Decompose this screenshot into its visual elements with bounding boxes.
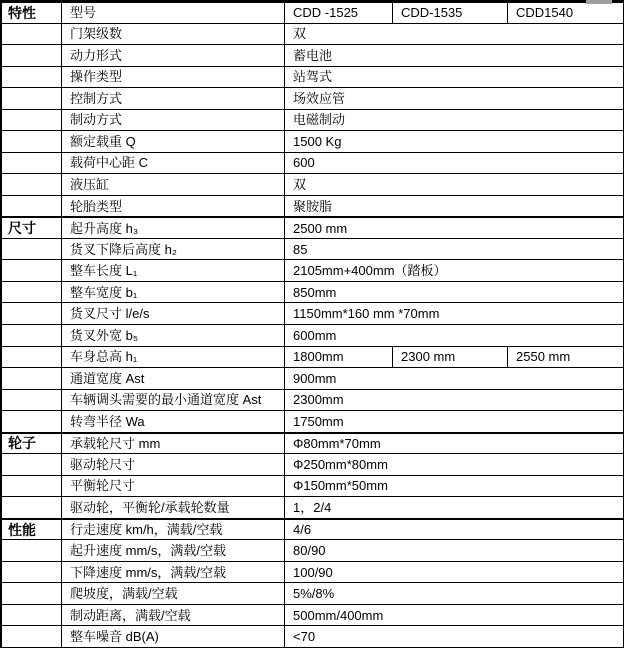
category-cell [2,282,62,304]
value-cell: 1150mm*160 mm *70mm [285,303,624,325]
table-row [2,303,624,325]
parameter-cell: 型号 [62,2,285,24]
parameter-cell: 驱动轮，平衡轮/承载轮数量 [62,497,285,519]
parameter-cell: 下降速度 mm/s，满载/空载 [62,562,285,584]
table-row [2,626,624,648]
parameter-cell: 转弯半径 Wa [62,411,285,433]
parameter-cell: 轮胎类型 [62,196,285,218]
parameter-cell: 爬坡度，满载/空载 [62,583,285,605]
value-cell: 80/90 [285,540,624,562]
parameter-cell: 行走速度 km/h，满载/空载 [62,519,285,541]
value-cell: 600mm [285,325,624,347]
category-cell [2,260,62,282]
category-cell [2,88,62,110]
value-cell: 场效应管 [285,88,624,110]
category-cell [2,540,62,562]
table-row [2,583,624,605]
category-cell [2,303,62,325]
category-cell [2,174,62,196]
category-cell [2,411,62,433]
parameter-cell: 车身总高 h₁ [62,347,285,369]
top-edge-artifact [586,0,612,4]
value-cell: CDD-1535 [393,2,508,24]
value-cell: 2105mm+400mm（踏板） [285,260,624,282]
value-cell: Φ80mm*70mm [285,433,624,455]
table-row [2,433,624,455]
table-row [2,88,624,110]
table-row [2,497,624,519]
table-row [2,347,624,369]
parameter-cell: 货叉尺寸 l/e/s [62,303,285,325]
category-cell [2,196,62,218]
parameter-cell: 起升高度 h₃ [62,217,285,239]
parameter-cell: 整车噪音 dB(A) [62,626,285,648]
value-cell: Φ150mm*50mm [285,476,624,498]
category-cell: 尺寸 [2,217,62,239]
value-cell: 2550 mm [508,347,624,369]
table-row [2,174,624,196]
table-row [2,45,624,67]
table-row [2,2,624,24]
value-cell: 2500 mm [285,217,624,239]
parameter-cell: 制动方式 [62,110,285,132]
category-cell [2,24,62,46]
value-cell: 双 [285,24,624,46]
parameter-cell: 车辆调头需要的最小通道宽度 Ast [62,390,285,412]
value-cell: 850mm [285,282,624,304]
parameter-cell: 整车长度 L₁ [62,260,285,282]
category-cell [2,390,62,412]
value-cell: 2300 mm [393,347,508,369]
category-cell [2,153,62,175]
table-row [2,325,624,347]
table-row [2,476,624,498]
category-cell [2,239,62,261]
table-row [2,562,624,584]
table-row [2,217,624,239]
value-cell: CDD -1525 [285,2,393,24]
table-row [2,196,624,218]
value-cell: 600 [285,153,624,175]
table-row [2,110,624,132]
table-row [2,131,624,153]
value-cell: CDD1540 [508,2,624,24]
value-cell: 蓄电池 [285,45,624,67]
table-row [2,67,624,89]
category-cell: 特性 [2,2,62,24]
table-row [2,605,624,627]
value-cell: 站驾式 [285,67,624,89]
value-cell: 900mm [285,368,624,390]
parameter-cell: 动力形式 [62,45,285,67]
value-cell: Φ250mm*80mm [285,454,624,476]
category-cell [2,583,62,605]
category-cell [2,454,62,476]
category-cell [2,368,62,390]
category-cell [2,497,62,519]
category-cell [2,325,62,347]
value-cell: 2300mm [285,390,624,412]
value-cell: 聚胺脂 [285,196,624,218]
parameter-cell: 货叉外宽 b₅ [62,325,285,347]
category-cell: 轮子 [2,433,62,455]
category-cell [2,110,62,132]
table-row [2,368,624,390]
parameter-cell: 门架级数 [62,24,285,46]
parameter-cell: 控制方式 [62,88,285,110]
parameter-cell: 操作类型 [62,67,285,89]
value-cell: 4/6 [285,519,624,541]
category-cell [2,562,62,584]
value-cell: 电磁制动 [285,110,624,132]
parameter-cell: 载荷中心距 C [62,153,285,175]
parameter-cell: 承载轮尺寸 mm [62,433,285,455]
value-cell: 1750mm [285,411,624,433]
value-cell: 5%/8% [285,583,624,605]
parameter-cell: 起升速度 mm/s，满载/空载 [62,540,285,562]
table-row [2,24,624,46]
value-cell: 85 [285,239,624,261]
category-cell [2,347,62,369]
value-cell: 500mm/400mm [285,605,624,627]
table-row [2,540,624,562]
category-cell [2,45,62,67]
value-cell: 1，2/4 [285,497,624,519]
category-cell: 性能 [2,519,62,541]
value-cell: <70 [285,626,624,648]
parameter-cell: 平衡轮尺寸 [62,476,285,498]
parameter-cell: 液压缸 [62,174,285,196]
parameter-cell: 额定载重 Q [62,131,285,153]
parameter-cell: 制动距离，满载/空载 [62,605,285,627]
value-cell: 1500 Kg [285,131,624,153]
table-row [2,519,624,541]
table-row [2,153,624,175]
category-cell [2,67,62,89]
table-row [2,239,624,261]
category-cell [2,605,62,627]
table-row [2,282,624,304]
value-cell: 双 [285,174,624,196]
table-row [2,390,624,412]
parameter-cell: 货叉下降后高度 h₂ [62,239,285,261]
value-cell: 100/90 [285,562,624,584]
parameter-cell: 通道宽度 Ast [62,368,285,390]
category-cell [2,131,62,153]
parameter-cell: 整车宽度 b₁ [62,282,285,304]
category-cell [2,626,62,648]
parameter-cell: 驱动轮尺寸 [62,454,285,476]
table-row [2,411,624,433]
table-row [2,260,624,282]
value-cell: 1800mm [285,347,393,369]
table-row [2,454,624,476]
category-cell [2,476,62,498]
